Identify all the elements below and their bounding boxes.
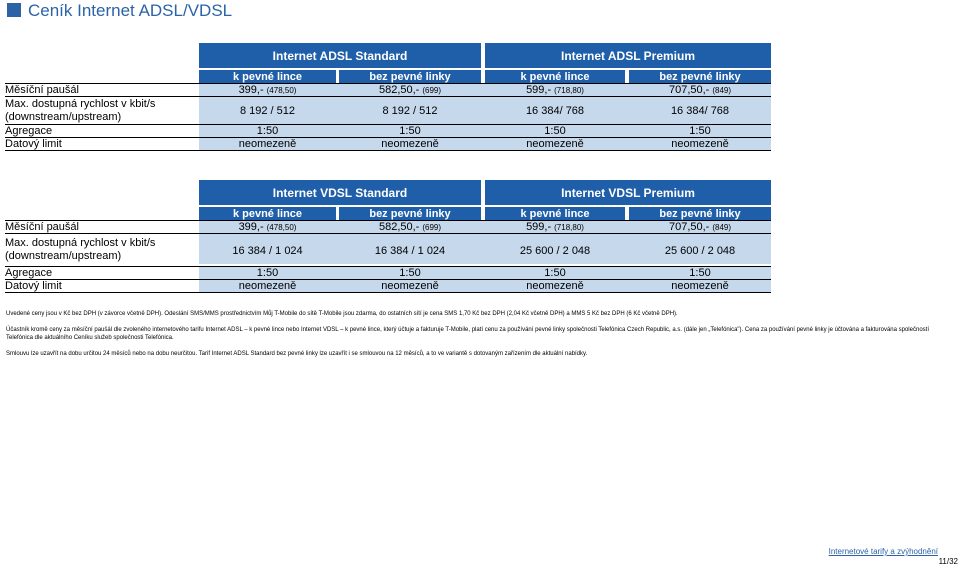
adsl-col-header-3: k pevné lince <box>485 70 625 83</box>
table-row <box>5 138 771 150</box>
table-cell <box>199 84 336 96</box>
table-cell <box>339 84 481 96</box>
table-cell: 8 192 / 512 <box>239 104 296 117</box>
row-label: Měsíční paušál <box>5 221 79 233</box>
adsl-col-header-1: k pevné lince <box>199 70 336 83</box>
table-cell: 16 384/ 768 <box>525 104 585 117</box>
adsl-col-header-2: bez pevné linky <box>339 70 481 83</box>
row-label: Měsíční paušál <box>5 84 79 96</box>
cell-value: (718,80) <box>554 85 584 95</box>
cell-value: (849) <box>712 222 732 232</box>
table-row <box>5 125 771 137</box>
cell-value: 582,50,- <box>378 221 420 233</box>
table-cell: neomezeně <box>381 280 439 292</box>
cell-value: (699) <box>422 85 442 95</box>
cell-value: (849) <box>712 85 732 95</box>
note-fixed-line: Účastník kromě ceny za měsíční paušál dle zvoleného internetového tarifu Internet ADSL – k pevné lince nebo Internet VDSL – k pevné lince, který účtuje a fakturuje T-Mobile, platí cenu za používání pevné linky společnosti Telefónica Czech Republic, a.s. (dále jen „Telefónica"). Cena za používání pevné linky je účtována a fakturována společností Telefónica dle aktuálního Ceníku služeb společnosti Telefónica. <box>6 327 929 341</box>
table-cell <box>339 221 481 233</box>
table-cell <box>485 84 625 96</box>
cell-value: 599,- <box>526 84 552 96</box>
table-cell <box>629 84 771 96</box>
vdsl-col-header-3: k pevné lince <box>485 207 625 220</box>
adsl-col-header-4: bez pevné linky <box>629 70 771 83</box>
table-row <box>5 236 771 266</box>
row-label: Datový limit <box>5 138 62 150</box>
row-divider <box>5 292 771 293</box>
adsl-standard-header: Internet ADSL Standard <box>199 43 481 68</box>
vdsl-col-header-4: bez pevné linky <box>629 207 771 220</box>
table-cell: 1:50 <box>689 267 711 279</box>
page-number: 11/32 <box>938 557 958 566</box>
table-row <box>5 97 771 124</box>
table-cell: 16 384 / 1 024 <box>374 245 446 257</box>
table-row <box>5 84 771 96</box>
footer-link[interactable]: Internetové tarify a zvýhodnění <box>828 547 938 556</box>
table-row <box>5 267 771 279</box>
cell-value: 707,50,- <box>668 221 710 233</box>
vdsl-col-header-1: k pevné lince <box>199 207 336 220</box>
cell-value: (718,80) <box>554 222 584 232</box>
table-cell: 25 600 / 2 048 <box>519 245 591 257</box>
table-cell <box>199 221 336 233</box>
table-cell: neomezeně <box>381 138 439 150</box>
vdsl-col-header-2: bez pevné linky <box>339 207 481 220</box>
row-label: Max. dostupná rychlost v kbit/s (downstream/upstream) <box>5 237 156 262</box>
table-cell: 1:50 <box>399 125 421 137</box>
table-cell: 16 384/ 768 <box>670 104 730 117</box>
table-cell: 1:50 <box>544 125 566 137</box>
row-label: Agregace <box>5 125 53 137</box>
table-cell: 16 384 / 1 024 <box>232 245 303 257</box>
table-cell: neomezeně <box>671 280 729 292</box>
table-cell: 8 192 / 512 <box>382 104 438 117</box>
row-divider <box>5 233 771 234</box>
cell-value: (699) <box>422 222 442 232</box>
cell-value: (478,50) <box>266 85 297 95</box>
cell-value: 399,- <box>238 84 264 96</box>
table-cell: neomezeně <box>238 280 297 292</box>
table-cell <box>629 221 771 233</box>
page-title: Ceník Internet ADSL/VDSL <box>28 1 233 20</box>
table-cell <box>485 221 625 233</box>
table-cell: neomezeně <box>526 280 584 292</box>
table-cell: neomezeně <box>238 138 297 150</box>
table-cell: neomezeně <box>671 138 729 150</box>
table-cell: 1:50 <box>256 125 279 137</box>
table-cell: neomezeně <box>526 138 584 150</box>
vdsl-premium-header: Internet VDSL Premium <box>485 180 771 205</box>
table-cell: 25 600 / 2 048 <box>664 245 736 257</box>
cell-value: 599,- <box>526 221 552 233</box>
cell-value: (478,50) <box>266 222 297 232</box>
cell-value: 582,50,- <box>378 84 420 96</box>
cell-value: 707,50,- <box>668 84 710 96</box>
row-label: Datový limit <box>5 280 62 292</box>
row-label: Agregace <box>5 267 53 279</box>
table-row <box>5 221 771 233</box>
adsl-premium-header: Internet ADSL Premium <box>485 43 771 68</box>
row-divider <box>5 150 771 151</box>
table-cell: 1:50 <box>256 267 279 279</box>
table-cell: 1:50 <box>399 267 421 279</box>
note-contract: Smlouvu lze uzavřít na dobu určitou 24 měsíců nebo na dobu neurčitou. Tarif Internet ADSL Standard bez pevné linky lze uzavřít i se smlouvou na 12 měsíců, a to ve variantě s dotovaným zařízením dle aktuální nabídky. <box>6 351 588 357</box>
table-row <box>5 280 771 292</box>
title-marker <box>7 3 21 17</box>
row-label: Max. dostupná rychlost v kbit/s (downstream/upstream) <box>5 98 156 123</box>
table-cell: 1:50 <box>544 267 566 279</box>
table-cell: 1:50 <box>689 125 711 137</box>
note-prices: Uvedené ceny jsou v Kč bez DPH (v závorce včetně DPH). Odeslání SMS/MMS prostřednictvím Můj T-Mobile do sítě T-Mobile jsou zdarma, do ostatních sítí je cena SMS 1,70 Kč bez DPH (2,04 Kč včetně DPH) a MMS 5 Kč bez DPH (6 Kč včetně DPH). <box>6 311 678 317</box>
cell-value: 399,- <box>238 221 264 233</box>
vdsl-standard-header: Internet VDSL Standard <box>199 180 481 205</box>
